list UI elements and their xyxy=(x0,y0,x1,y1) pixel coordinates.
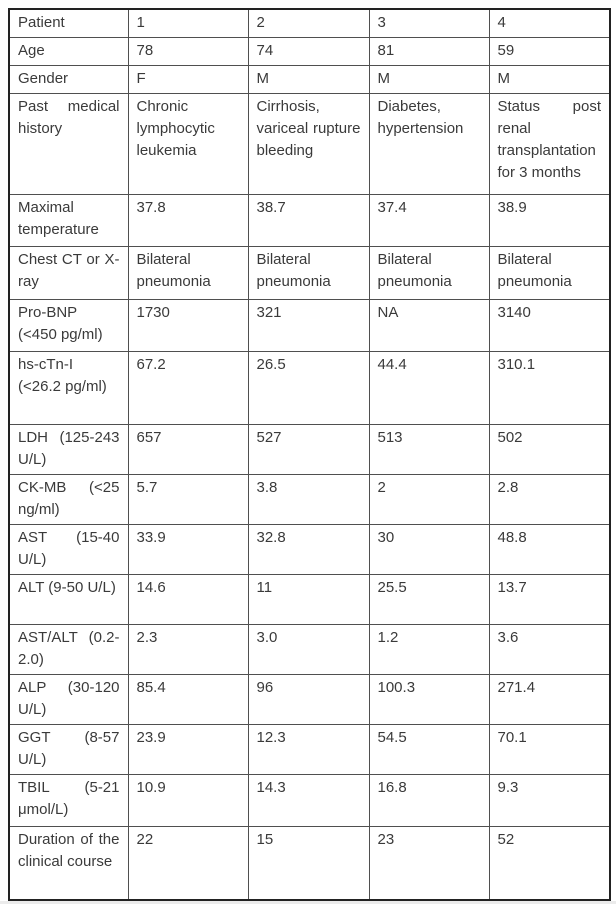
cell: 527 xyxy=(248,425,369,475)
table-row xyxy=(9,94,610,195)
cell: 30 xyxy=(369,525,489,575)
cell: 48.8 xyxy=(489,525,610,575)
cell: 4 xyxy=(489,9,610,38)
row-header-cell: Past medical history xyxy=(9,94,128,195)
table-row xyxy=(9,625,610,675)
cell: Bilateral pneumonia xyxy=(489,247,610,300)
cell: 1730 xyxy=(128,300,248,352)
cell: 37.4 xyxy=(369,195,489,247)
cell: 33.9 xyxy=(128,525,248,575)
table-row xyxy=(9,195,610,247)
cell: 1.2 xyxy=(369,625,489,675)
table-row xyxy=(9,575,610,625)
row-header-cell: Maximal temperature xyxy=(9,195,128,247)
cell: 37.8 xyxy=(128,195,248,247)
cell: 96 xyxy=(248,675,369,725)
cell: 2.8 xyxy=(489,475,610,525)
cell: 16.8 xyxy=(369,775,489,827)
cell: 657 xyxy=(128,425,248,475)
table-row xyxy=(9,725,610,775)
table-row xyxy=(9,827,610,900)
table-row xyxy=(9,475,610,525)
row-header-cell: ALT (9-50 U/L) xyxy=(9,575,128,625)
cell: 3140 xyxy=(489,300,610,352)
cell: M xyxy=(369,66,489,94)
cell: 502 xyxy=(489,425,610,475)
cell: 54.5 xyxy=(369,725,489,775)
row-header-cell: ALP (30-120 U/L) xyxy=(9,675,128,725)
cell: M xyxy=(248,66,369,94)
cell: NA xyxy=(369,300,489,352)
row-header-cell: LDH (125-243 U/L) xyxy=(9,425,128,475)
row-header-cell: Gender xyxy=(9,66,128,94)
row-header-cell: AST (15-40 U/L) xyxy=(9,525,128,575)
table-row xyxy=(9,675,610,725)
cell: 310.1 xyxy=(489,352,610,425)
cell: 32.8 xyxy=(248,525,369,575)
cell: Cirrhosis, variceal rupture bleeding xyxy=(248,94,369,195)
row-header-cell: CK-MB (<25 ng/ml) xyxy=(9,475,128,525)
row-header-cell: Age xyxy=(9,38,128,66)
cell: 13.7 xyxy=(489,575,610,625)
cell: 23 xyxy=(369,827,489,900)
cell: Status post renal transplantation for 3 months xyxy=(489,94,610,195)
row-header-cell: Pro-BNP (<450 pg/ml) xyxy=(9,300,128,352)
cell: 26.5 xyxy=(248,352,369,425)
table-row xyxy=(9,38,610,66)
cell: 9.3 xyxy=(489,775,610,827)
cell: 11 xyxy=(248,575,369,625)
cell: 513 xyxy=(369,425,489,475)
cell: 22 xyxy=(128,827,248,900)
cell: 67.2 xyxy=(128,352,248,425)
row-header-cell: Patient xyxy=(9,9,128,38)
cell: 74 xyxy=(248,38,369,66)
cell: Diabetes, hypertension xyxy=(369,94,489,195)
cell: 38.9 xyxy=(489,195,610,247)
row-header-cell: AST/ALT (0.2-2.0) xyxy=(9,625,128,675)
cell: 3.6 xyxy=(489,625,610,675)
cell: 44.4 xyxy=(369,352,489,425)
row-header-cell: TBIL (5-21 μmol/L) xyxy=(9,775,128,827)
row-header-cell: Chest CT or X-ray xyxy=(9,247,128,300)
cell: 321 xyxy=(248,300,369,352)
cell: Chronic lymphocytic leukemia xyxy=(128,94,248,195)
row-header-cell: hs-cTn-I (<26.2 pg/ml) xyxy=(9,352,128,425)
row-header-cell: GGT (8-57 U/L) xyxy=(9,725,128,775)
cell: 3.0 xyxy=(248,625,369,675)
cell: 10.9 xyxy=(128,775,248,827)
cell: 3.8 xyxy=(248,475,369,525)
table-row xyxy=(9,775,610,827)
bottom-edge-divider xyxy=(0,901,616,904)
table-row xyxy=(9,300,610,352)
cell: Bilateral pneumonia xyxy=(248,247,369,300)
cell: 25.5 xyxy=(369,575,489,625)
table-row xyxy=(9,352,610,425)
cell: 85.4 xyxy=(128,675,248,725)
cell: 15 xyxy=(248,827,369,900)
cell: Bilateral pneumonia xyxy=(369,247,489,300)
cell: 14.6 xyxy=(128,575,248,625)
cell: M xyxy=(489,66,610,94)
cell: 271.4 xyxy=(489,675,610,725)
cell: 70.1 xyxy=(489,725,610,775)
cell: 3 xyxy=(369,9,489,38)
table-row xyxy=(9,425,610,475)
cell: 2.3 xyxy=(128,625,248,675)
table-row xyxy=(9,247,610,300)
cell: 38.7 xyxy=(248,195,369,247)
cell: 78 xyxy=(128,38,248,66)
cell: 14.3 xyxy=(248,775,369,827)
cell: 5.7 xyxy=(128,475,248,525)
cell: 23.9 xyxy=(128,725,248,775)
table-row xyxy=(9,66,610,94)
cell: 12.3 xyxy=(248,725,369,775)
table-row xyxy=(9,9,610,38)
cell: 2 xyxy=(248,9,369,38)
cell: 100.3 xyxy=(369,675,489,725)
row-header-cell: Duration of the clinical course xyxy=(9,827,128,900)
patient-characteristics-table xyxy=(8,8,611,901)
cell: Bilateral pneumonia xyxy=(128,247,248,300)
cell: 52 xyxy=(489,827,610,900)
cell: 81 xyxy=(369,38,489,66)
table-row xyxy=(9,525,610,575)
cell: F xyxy=(128,66,248,94)
cell: 1 xyxy=(128,9,248,38)
cell: 2 xyxy=(369,475,489,525)
cell: 59 xyxy=(489,38,610,66)
